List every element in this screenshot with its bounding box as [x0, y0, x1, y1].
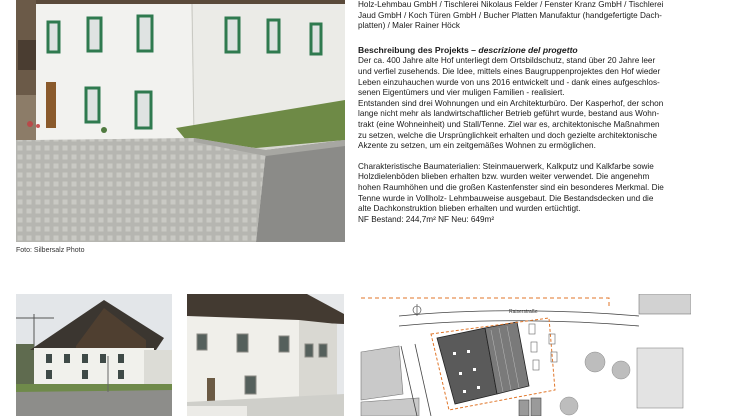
paragraph-line: Leben einzuhauchen wurde von uns 2016 entwickelt und - dank eines aufgeschlos-	[358, 77, 660, 87]
photo-credit: Foto: Silbersalz Photo	[16, 247, 85, 254]
site-plan-illustration	[359, 294, 691, 416]
old-facade-illustration	[187, 294, 344, 416]
credits-line: Holz-Lehmbau GmbH / Tischlerei Nikolaus Felder / Fenster Kranz GmbH / Tischlerei	[358, 0, 664, 9]
paragraph-line: Holzdielenböden blieben erhalten bzw. wurden weiter verwendet. Die angenehm	[358, 172, 650, 182]
main-building-photo	[16, 0, 345, 242]
paragraph-line: zu setzen, welche die Ursprünglichkeit erhalten und doch gezielte architektonische	[358, 130, 658, 140]
site-plan-drawing	[359, 294, 691, 416]
street-label: Raiserstraße	[509, 309, 538, 315]
paragraph-line: senen Eigentümers und vier muligen Familien - realisiert.	[358, 88, 565, 98]
area-figures: NF Bestand: 244,7m² NF Neu: 649m²	[358, 214, 495, 224]
old-farmhouse-illustration	[16, 294, 172, 416]
before-photo-left	[16, 294, 172, 416]
paragraph-line: Der ca. 400 Jahre alte Hof unterliegt dem Ortsbildschutz, stand über 20 Jahre leer	[358, 56, 656, 66]
farmhouse-photo-illustration	[16, 0, 345, 242]
paragraph-line: Entstanden sind drei Wohnungen und ein Architekturbüro. Der Kasperhof, der schon	[358, 98, 664, 108]
credits-line: Jaud GmbH / Koch Türen GmbH / Bucher Platten Manufaktur (handgefertigte Dach-	[358, 10, 662, 20]
before-photo-middle	[187, 294, 344, 416]
text-column	[358, 0, 698, 225]
paragraph-line: hohen Raumhöhen und die großen Kastenfenster sind ein besonderes Merkmal. Die	[358, 182, 664, 192]
project-heading	[358, 45, 698, 56]
project-heading-de: Beschreibung des Projekts –	[358, 44, 479, 55]
paragraph-line: alte Dachkonstruktion blieben erhalten und wurden ertüchtigt.	[358, 204, 581, 214]
paragraph-line: Tenne wurde in Vollholz- Lehmbauweise ausgebaut. Die Bestandsdecken und die	[358, 193, 654, 203]
paragraph-line: lange nicht mehr als landwirtschaftlicher Betrieb geführt wurde, bestand aus Wohn-	[358, 109, 660, 119]
paragraph-line: und verfiel zusehends. Die Idee, mittels eines Baugruppenprojektes den Hof wieder	[358, 66, 661, 76]
paragraph-line: trakt (eine Wohneinheit) und Stall/Tenne. Ziel war es, architektonische Maßnahmen	[358, 119, 660, 129]
project-heading-it: descrizione del progetto	[478, 44, 578, 55]
paragraph-line: Charakteristische Baumaterialien: Steinmauerwerk, Kalkputz und Kalkfarbe sowie	[358, 161, 654, 171]
paragraph-line: Akzente zu setzen, um ein zeitgemäßes Wohnen zu ermöglichen.	[358, 141, 596, 151]
credits-line: platten) / Maler Rainer Höck	[358, 21, 460, 31]
